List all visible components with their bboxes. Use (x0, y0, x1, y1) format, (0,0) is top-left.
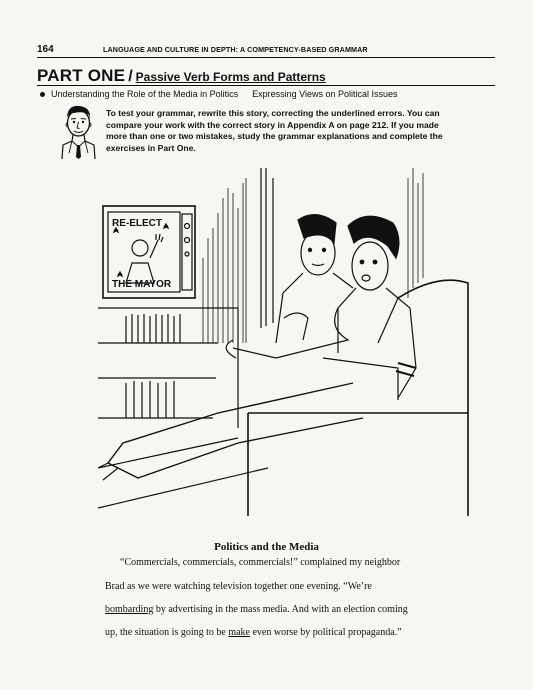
story-line-3 (105, 604, 408, 615)
story-line-1: “Commercials, commercials, commercials!” complained my neighbor (120, 557, 401, 568)
instructions: To test your grammar, rewrite this story, correcting the underlined errors. You can compare your work with the correct story in Appendix A on page 212. If you made more than one or two mistakes, study the grammar explanations and complete the exercises in Part One. (106, 108, 443, 153)
part-separator: / (128, 68, 133, 85)
story-line-2: Brad as we were watching television together one evening. “We’re (105, 581, 372, 592)
story-line-3-rest: by advertising in the mass media. And with an election coming (153, 604, 408, 615)
tv-sign-bottom: THE MAYOR (112, 279, 172, 290)
part-title (37, 66, 326, 86)
story-line-4 (105, 627, 402, 638)
teacher-icon (60, 103, 96, 159)
objective-2: Expressing Views on Political Issues (252, 89, 398, 99)
part-subtitle: Passive Verb Forms and Patterns (135, 70, 326, 84)
underlined-error-make: make (228, 627, 250, 638)
underlined-error-bombarding: bombarding (105, 604, 154, 615)
title-rule (37, 85, 495, 86)
objectives (40, 89, 398, 99)
tv-sign-top: RE-ELECT (112, 218, 162, 229)
story-title: Politics and the Media (214, 541, 319, 553)
page-number: 164 (37, 44, 54, 55)
bullet-icon (40, 92, 45, 97)
running-head: LANGUAGE AND CULTURE IN DEPTH: A COMPETENCY-BASED GRAMMAR (103, 45, 368, 54)
illustration-image (98, 168, 470, 516)
objective-1: Understanding the Role of the Media in Politics (51, 89, 239, 99)
story-line-4-end: even worse by political propaganda.” (249, 627, 402, 638)
part-label: PART ONE (37, 66, 126, 85)
story-line-4-start: up, the situation is going to be (105, 627, 229, 638)
header-rule (37, 57, 495, 58)
